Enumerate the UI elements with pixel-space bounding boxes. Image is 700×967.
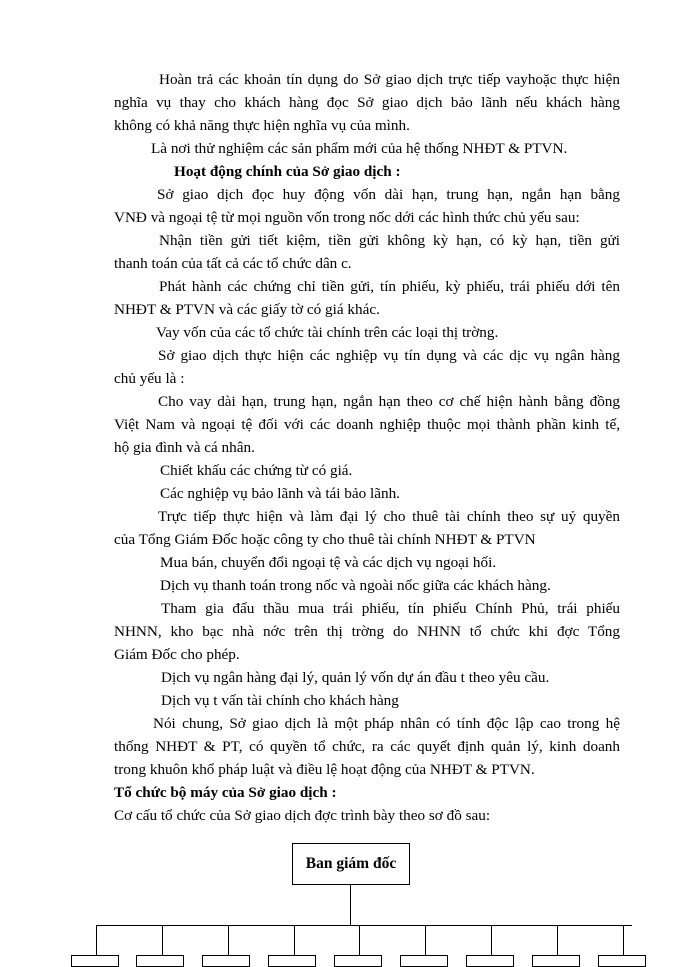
org-chart-branch-line (96, 925, 632, 926)
org-chart-drop-line (623, 925, 624, 955)
text-line: Cơ cấu tổ chức của Sở giao dịch đợc trình bày theo sơ đồ sau: (114, 807, 491, 824)
section-heading: Hoạt động chính của Sở giao dịch : (174, 163, 401, 180)
text-line: Dịch vụ thanh toán trong nốc và ngoài nốc giữa các khách hàng. (160, 577, 551, 594)
text-line: Sở giao dịch thực hiện các nghiệp vụ tín dụng và các dịc vụ ngân hàng (158, 347, 620, 364)
org-chart-drop-line (162, 925, 163, 955)
text-line: chủ yếu là : (114, 370, 185, 387)
text-line: Nhận tiền gửi tiết kiệm, tiền gửi không kỳ hạn, có kỳ hạn, tiền gửi (159, 232, 620, 249)
text-line: hộ gia đình và cá nhân. (114, 439, 255, 456)
text-line: Trực tiếp thực hiện và làm đại lý cho thuê tài chính theo sự uỷ quyền (158, 508, 620, 525)
text-line: trong khuôn khổ pháp luật và điều lệ hoạt động của NHĐT & PTVN. (114, 761, 535, 778)
org-chart-department-box (136, 955, 184, 967)
text-line: Hoàn trả các khoản tín dụng do Sở giao dịch trực tiếp vayhoặc thực hiện (159, 71, 620, 88)
text-line: NHĐT & PTVN và các giấy tờ có giá khác. (114, 301, 380, 318)
org-chart-drop-line (228, 925, 229, 955)
text-line: Là nơi thử nghiệm các sản phẩm mới của hệ thống NHĐT & PTVN. (151, 140, 568, 157)
org-chart-drop-line (425, 925, 426, 955)
org-chart-drop-line (359, 925, 360, 955)
text-line: Việt Nam và ngoại tệ đối với các doanh nghiệp thuộc mọi thành phần kinh tế, (114, 416, 620, 433)
text-line: Mua bán, chuyển đổi ngoại tệ và các dịch vụ ngoại hối. (160, 554, 497, 571)
org-chart-drop-line (96, 925, 97, 955)
section-heading: Tổ chức bộ máy của Sở giao dịch : (114, 784, 337, 801)
text-line: Dịch vụ ngân hàng đại lý, quản lý vốn dự án đầu t theo yêu cầu. (161, 669, 550, 686)
org-chart-department-box (268, 955, 316, 967)
org-chart-top-label: Ban giám đốc (305, 855, 397, 872)
text-line: Nói chung, Sở giao dịch là một pháp nhân có tính độc lập cao trong hệ (153, 715, 620, 732)
org-chart-drop-line (557, 925, 558, 955)
text-line: Giám Đốc cho phép. (114, 646, 240, 663)
org-chart-department-box (598, 955, 646, 967)
text-line: Cho vay dài hạn, trung hạn, ngắn hạn theo cơ chế hiện hành bằng đồng (158, 393, 620, 410)
org-chart-connector (350, 885, 351, 925)
org-chart-department-box (532, 955, 580, 967)
org-chart-department-box (202, 955, 250, 967)
text-line: Dịch vụ t vấn tài chính cho khách hàng (161, 692, 399, 709)
text-line: Sở giao dịch đọc huy động vốn dài hạn, trung hạn, ngắn hạn bằng (157, 186, 620, 203)
org-chart-department-box (334, 955, 382, 967)
text-line: Các nghiệp vụ bảo lãnh và tái bảo lãnh. (160, 485, 400, 502)
text-line: của Tổng Giám Đốc hoặc công ty cho thuê tài chính NHĐT & PTVN (114, 531, 536, 548)
org-chart-drop-line (491, 925, 492, 955)
text-line: Chiết khấu các chứng từ có giá. (160, 462, 353, 479)
org-chart-department-box (466, 955, 514, 967)
text-line: không có khả năng thực hiện nghĩa vụ của mình. (114, 117, 410, 134)
text-line: thanh toán của tất cả các tổ chức dân c. (114, 255, 352, 272)
text-line: VNĐ và ngoại tệ từ mọi nguồn vốn trong nốc dới các hình thức chủ yếu sau: (114, 209, 580, 226)
text-line: Tham gia đấu thầu mua trái phiếu, tín phiếu Chính Phủ, trái phiếu (161, 600, 620, 617)
org-chart-top-box (292, 843, 410, 885)
org-chart-drop-line (294, 925, 295, 955)
text-line: Phát hành các chứng chỉ tiền gửi, tín phiếu, kỳ phiếu, trái phiếu dới tên (159, 278, 620, 295)
text-line: NHNN, kho bạc nhà nớc trên thị trờng do NHNN tổ chức khi đợc Tổng (114, 623, 620, 640)
org-chart-department-box (71, 955, 119, 967)
text-line: Vay vốn của các tổ chức tài chính trên các loại thị trờng. (156, 324, 499, 341)
text-line: nghĩa vụ thay cho khách hàng đọc Sở giao dịch bảo lãnh nếu khách hàng (114, 94, 620, 111)
text-line: thống NHĐT & PT, có quyền tổ chức, ra các quyết định quản lý, kinh doanh (114, 738, 620, 755)
org-chart-department-box (400, 955, 448, 967)
